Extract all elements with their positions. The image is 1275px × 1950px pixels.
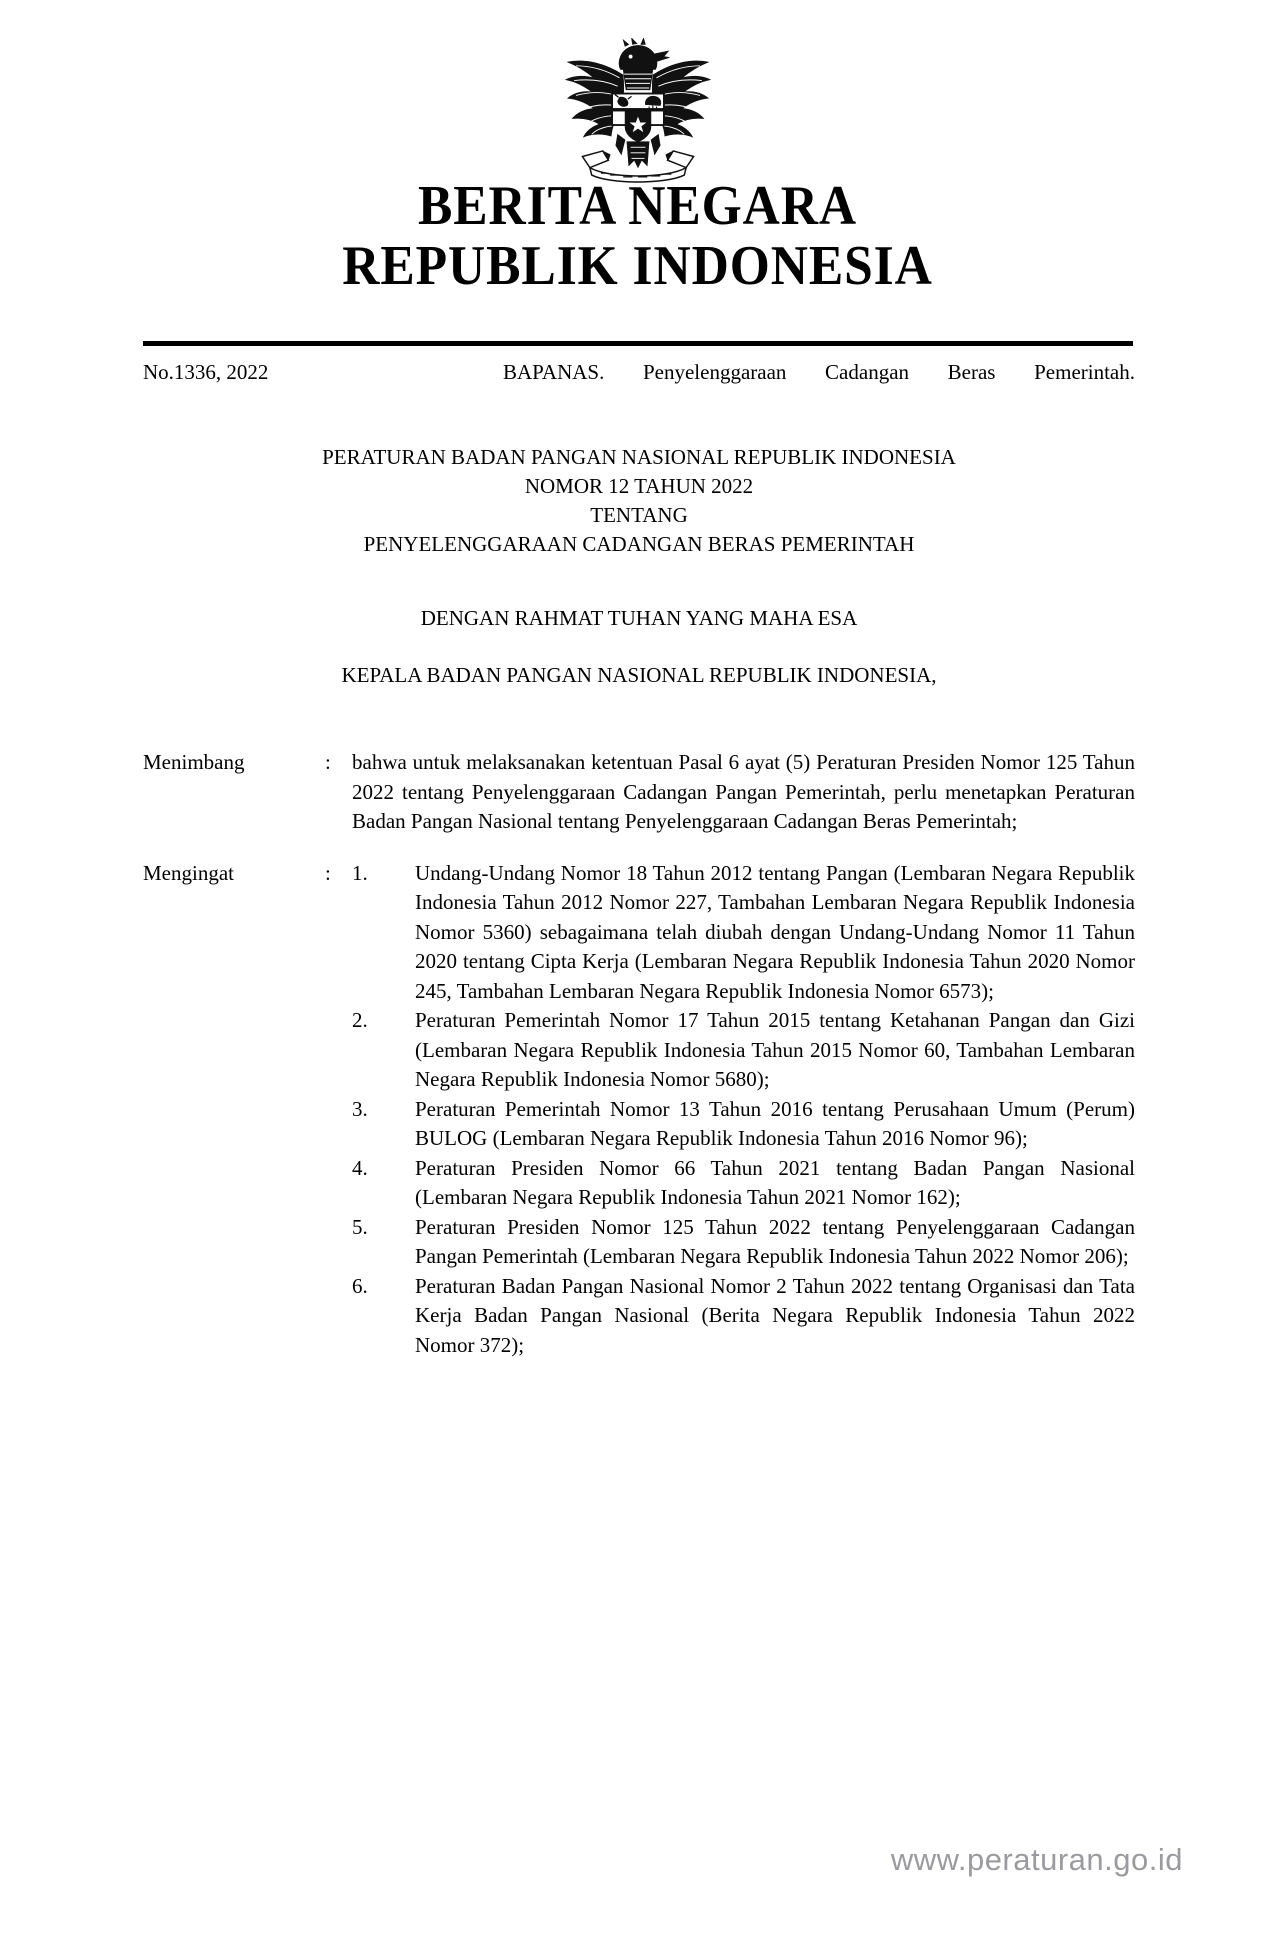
list-item-number: 5.	[352, 1214, 368, 1239]
clause-menimbang-body	[352, 748, 1135, 837]
garuda-pancasila-icon	[545, 38, 731, 188]
list-item	[352, 1154, 1135, 1213]
issuing-authority-line: KEPALA BADAN PANGAN NASIONAL REPUBLIK INDONESIA,	[341, 663, 937, 687]
clause-menimbang-colon: :	[325, 750, 331, 774]
list-item-text: Peraturan Pemerintah Nomor 17 Tahun 2015 tentang Ketahanan Pangan dan Gizi (Lembaran Negara Republik Indonesia Tahun 2015 Nomor 60, Tambahan Lembaran Negara Republik Indonesia Nomor 5680);	[415, 1008, 1135, 1091]
clause-mengingat-body	[352, 859, 1135, 1361]
list-item	[352, 859, 1135, 1007]
list-item-number: 4.	[352, 1155, 368, 1180]
list-item	[352, 1272, 1135, 1361]
masthead-divider	[143, 341, 1133, 346]
list-item-number: 6.	[352, 1273, 368, 1298]
preamble-clauses	[143, 748, 1135, 1382]
list-item-text: Peraturan Presiden Nomor 66 Tahun 2021 tentang Badan Pangan Nasional (Lembaran Negara Republik Indonesia Tahun 2021 Nomor 162);	[415, 1155, 1135, 1209]
list-item-text: Peraturan Pemerintah Nomor 13 Tahun 2016 tentang Perusahaan Umum (Perum) BULOG (Lembaran Negara Republik Indonesia Tahun 2016 Nomor 96);	[415, 1096, 1135, 1150]
list-item	[352, 1006, 1135, 1095]
mengingat-list	[352, 859, 1135, 1361]
list-item-number: 1.	[352, 860, 368, 885]
masthead	[0, 176, 1275, 296]
list-item-number: 3.	[352, 1096, 368, 1121]
clause-menimbang-text: bahwa untuk melaksanakan ketentuan Pasal 6 ayat (5) Peraturan Presiden Nomor 125 Tahun 2022 tentang Penyelenggaraan Cadangan Pangan Pemerintah, perlu menetapkan Peraturan Badan Pangan Nasional tentang Penyelenggaraan Cadangan Beras Pemerintah;	[352, 750, 1135, 833]
masthead-line-2: REPUBLIK INDONESIA	[342, 235, 933, 297]
title-line-subject: PENYELENGGARAAN CADANGAN BERAS PEMERINTAH	[363, 532, 915, 556]
list-item-number: 2.	[352, 1008, 368, 1032]
basmalah-line: DENGAN RAHMAT TUHAN YANG MAHA ESA	[420, 606, 858, 630]
clause-menimbang	[143, 748, 1135, 837]
clause-mengingat	[143, 859, 1135, 1361]
list-item	[352, 1213, 1135, 1272]
gazette-line	[143, 357, 1135, 417]
clause-mengingat-label: Mengingat	[143, 860, 234, 885]
title-line-number: NOMOR 12 TAHUN 2022	[524, 474, 754, 498]
list-item	[352, 1095, 1135, 1154]
clause-menimbang-label: Menimbang	[143, 750, 245, 774]
gazette-subject: BAPANAS. Penyelenggaraan Cadangan Beras Pemerintah.	[503, 360, 1135, 384]
footer-watermark: www.peraturan.go.id	[890, 1842, 1183, 1877]
title-line-tentang: TENTANG	[590, 503, 688, 527]
emblem-container	[0, 38, 1275, 188]
list-item-text: Peraturan Badan Pangan Nasional Nomor 2 Tahun 2022 tentang Organisasi dan Tata Kerja Badan Pangan Nasional (Berita Negara Republik Indonesia Tahun 2022 Nomor 372);	[415, 1273, 1135, 1357]
list-item-text: Undang-Undang Nomor 18 Tahun 2012 tentang Pangan (Lembaran Negara Republik Indonesia Tahun 2012 Nomor 227, Tambahan Lembaran Negara Republik Indonesia Nomor 5360) sebagaimana telah diubah dengan Undang-Undang Nomor 11 Tahun 2020 tentang Cipta Kerja (Lembaran Negara Republik Indonesia Tahun 2020 Nomor 245, Tambahan Lembaran Negara Republik Indonesia Nomor 6573);	[415, 860, 1135, 1003]
list-item-text: Peraturan Presiden Nomor 125 Tahun 2022 tentang Penyelenggaraan Cadangan Pangan Pemerintah (Lembaran Negara Republik Indonesia Tahun 2022 Nomor 206);	[415, 1214, 1135, 1268]
regulation-title-block	[143, 443, 1135, 559]
title-line-institution: PERATURAN BADAN PANGAN NASIONAL REPUBLIK INDONESIA	[322, 445, 956, 469]
gazette-number: No.1336, 2022	[143, 360, 269, 384]
masthead-line-1: BERITA NEGARA	[417, 175, 857, 237]
clause-mengingat-colon: :	[325, 860, 331, 885]
